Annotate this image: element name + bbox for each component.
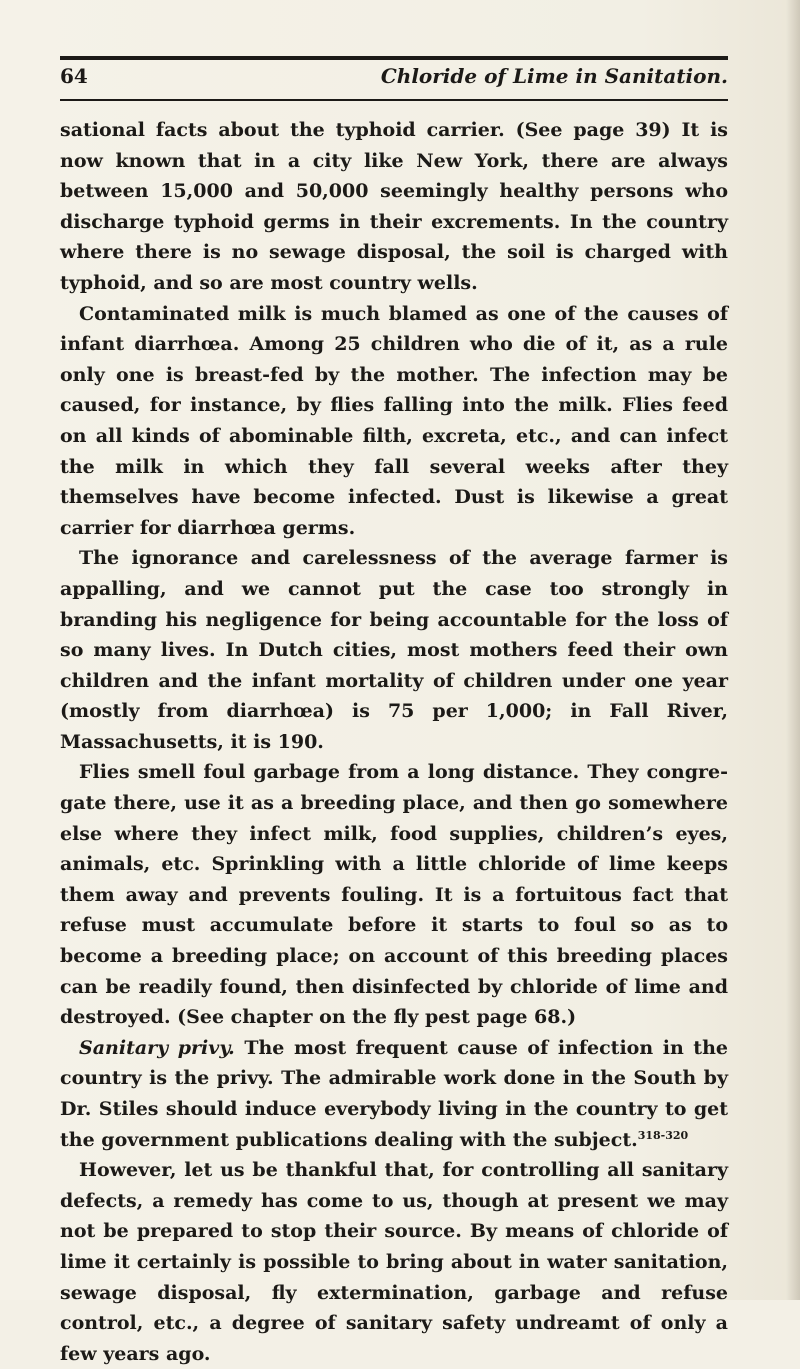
body-text	[60, 115, 728, 1369]
paragraph	[60, 115, 728, 299]
paragraph	[60, 1155, 728, 1369]
paragraph-text: However, let us be thankful that, for controlling all sanitary defects, a remedy has come to us, though at present we may not be prepared to stop their source. By means of chloride of lime it certainly is possible to bring about in water sanitation, sewage disposal, fly extermination, garbage and refuse control, etc., a degree of sanitary safety undreamt of only a few years ago.	[60, 1159, 728, 1365]
paragraph-text: sational facts about the typhoid carrier. (See page 39) It is now known that in a city like New York, there are always between 15,000 and 50,000 seemingly healthy persons who discharge typhoid germs in their excrements. In the country where there is no sewage disposal, the soil is charged with typhoid, and so are most country wells.	[60, 119, 728, 294]
page-edge-shadow	[786, 0, 800, 1300]
footnote-reference: 318-320	[637, 1128, 689, 1142]
paragraph-text: The ignorance and carelessness of the average farmer is appalling, and we cannot put the case too strongly in branding his negligence for being accountable for the loss of so many lives. In Dutch cities, most mothers feed their own children and the infant mortality of children under one year (mostly from diarrhœa) is 75 per 1,000; in Fall River, Massachusetts, it is 190.	[60, 547, 728, 753]
page-number: 64	[60, 64, 88, 88]
paragraph-text: The most frequent cause of infection in the country is the privy. The admirable work done in the South by Dr. Stiles should induce everybody living in the country to get the government publications dealing with the subject.	[60, 1036, 728, 1151]
paragraph	[60, 543, 728, 757]
running-title: Chloride of Lime in Sanitation.	[380, 64, 728, 88]
paragraph-text: Contaminated milk is much blamed as one of the causes of infant diarrhœa. Among 25 children who die of it, as a rule only one is breast-fed by the mother. The infection may be caused, for instance, by flies falling into the milk. Flies feed on all kinds of abominable filth, excreta, etc., and can infect the milk in which they fall several weeks after they themselves have become infected. Dust is likewise a great carrier for diarrhœa germs.	[60, 302, 728, 539]
paragraph	[60, 299, 728, 544]
section-lead-heading: Sanitary privy.	[79, 1036, 235, 1059]
paragraph	[60, 1033, 728, 1155]
header-bottom-rule	[60, 99, 728, 101]
header-top-rule	[60, 56, 728, 60]
paragraph-text: Flies smell foul garbage from a long distance. They congregate there, use it as a breeding place, and then go somewhere else where they infect milk, food supplies, children’s eyes, animals, etc. Sprinkling with a little chloride of lime keeps them away and prevents fouling. It is a fortuitous fact that refuse must accumulate before it starts to foul so as to become a breeding place; on account of this breeding places can be readily found, then disinfected by chloride of lime and destroyed. (See chapter on the fly pest page 68.)	[60, 761, 728, 1029]
running-header	[60, 64, 728, 98]
paragraph	[60, 757, 728, 1032]
